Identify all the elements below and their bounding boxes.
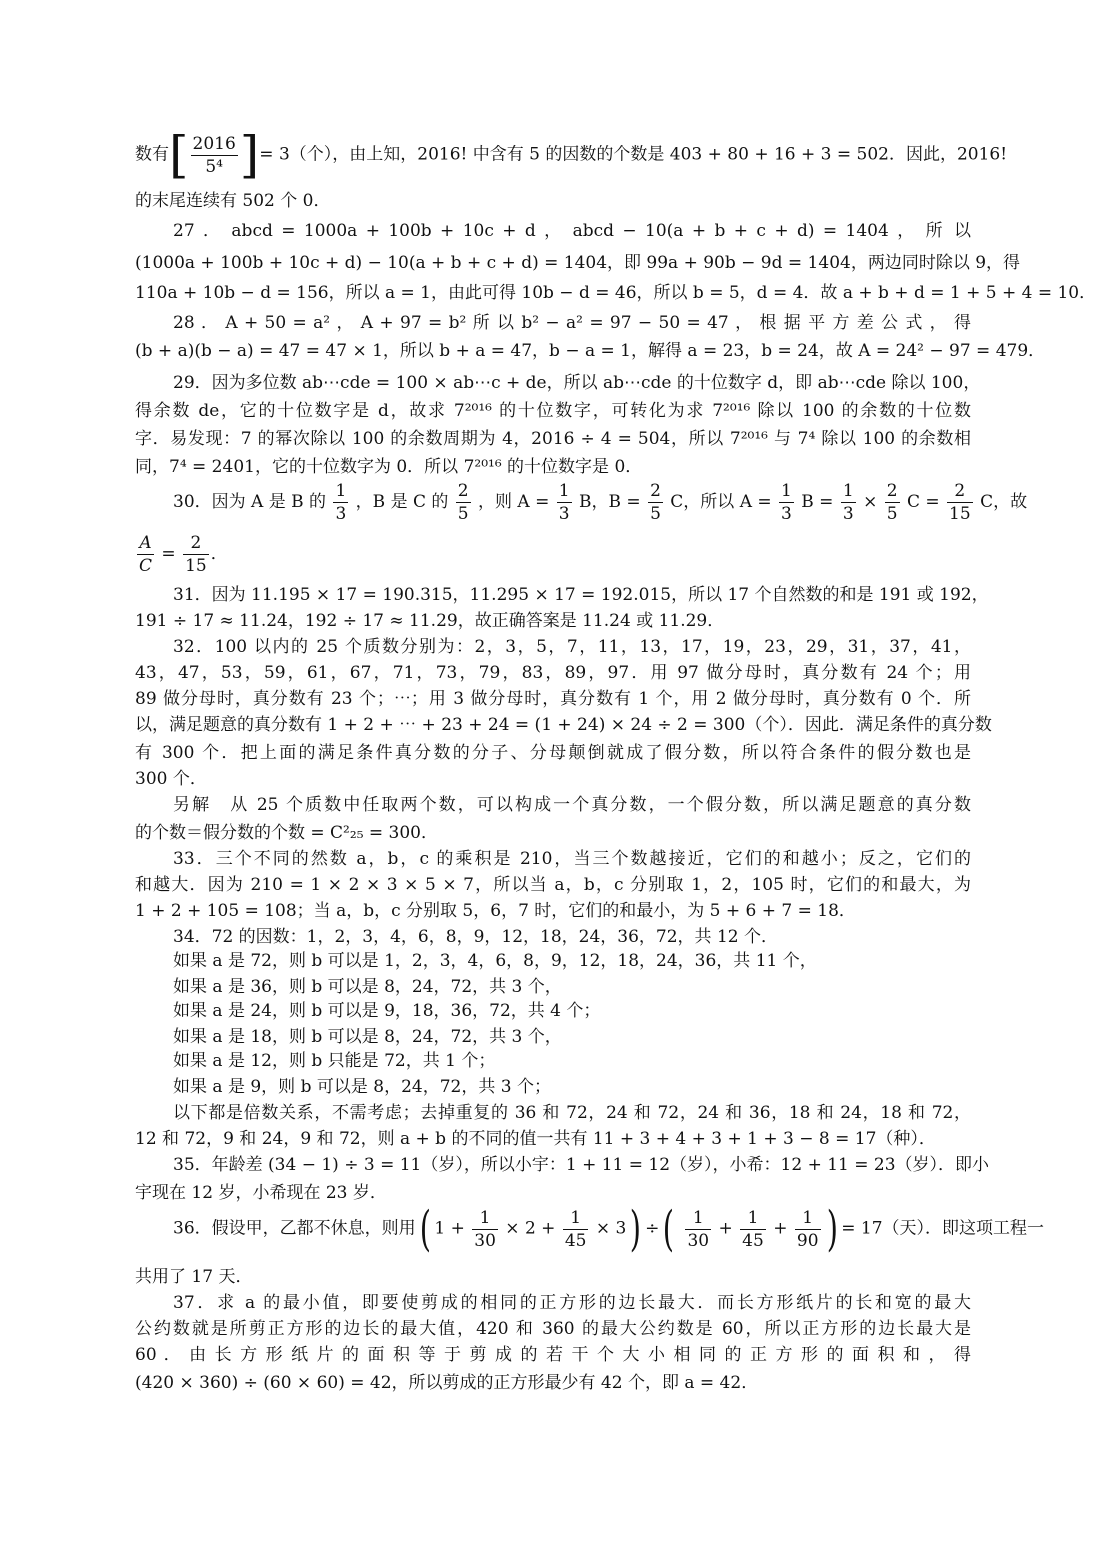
numerator: 2 [947,480,973,503]
line-6: 28 ． A + 50 = a² ， A + 97 = b² 所 以 b² − a² = 97 − 50 = 47 ， 根 据 平 方 差 公 式 ， 得 [173,313,971,333]
line-20: 有 300 个．把上面的满足条件真分数的分子、分母颠倒就成了假分数，所以符合条件的假分数也是 [135,743,971,763]
text: ，B 是 C 的 [355,492,449,512]
line-11: 同，7⁴ = 2401，它的十位数字为 0．所以 7²⁰¹⁶ 的十位数字是 0． [135,457,643,477]
fraction [333,480,348,525]
text: 1 + [434,1218,465,1239]
denominator: 15 [949,504,971,524]
line-26: 1 + 2 + 105 = 108；当 a，b，c 分别取 5，6，7 时，它们的和最小，为 5 + 6 + 7 = 18． [135,901,856,921]
line-36: 35．年龄差 (34 − 1) ÷ 3 = 11（岁），所以小宇：1 + 11 = 12（岁），小希：12 + 11 = 23（岁）．即小 [173,1155,990,1175]
text: ÷ [645,1218,660,1239]
left-paren: ( [663,1201,675,1257]
line-25: 和越大．因为 210 = 1 × 2 × 3 × 5 × 7，所以当 a，b，c 分别取 1，2，105 时，它们的和最大，为 [135,875,971,895]
numerator: 1 [781,481,792,501]
fraction [648,480,663,525]
line-27: 34．72 的因数：1，2，3，4，6，8，9，12，18，24，36，72，共 12 个． [173,927,778,947]
fraction [841,480,856,525]
numerator: 1 [740,1207,766,1230]
denominator: 90 [796,1230,819,1251]
text: C = [906,492,940,512]
denominator: 5 [650,504,661,524]
line-40: 37．求 a 的最小值，即要使剪成的相同的正方形的边长最大．而长方形纸片的长和宽的最大 [173,1293,971,1313]
denominator: 3 [335,504,347,524]
text: 30．因为 A 是 B 的 [173,492,327,512]
fraction [685,1207,711,1252]
text: B = [801,492,834,512]
text: C，所以 A = [670,492,772,512]
numerator: 1 [472,1207,498,1230]
line-41: 公约数就是所剪正方形的边长的最大值，420 和 360 的最大公约数是 60，所以正方形的边长最大是 [135,1319,971,1339]
numerator: 1 [685,1207,711,1230]
line-7: (b + a)(b − a) = 47 = 47 × 1，所以 b + a = 47，b − a = 1，解得 a = 23，b = 24，故 A = 24² − 97 = 479． [135,341,1046,361]
numerator: 2 [650,481,661,501]
fraction [557,480,572,525]
line-29: 如果 a 是 36，则 b 可以是 8，24，72，共 3 个， [173,977,562,997]
right-bracket: ] [239,126,260,184]
line-19: 以，满足题意的真分数有 1 + 2 + ⋯ + 23 + 24 = (1 + 24) × 24 ÷ 2 = 300（个）．因此．满足条件的真分数 [135,715,992,735]
line-38 [173,1201,1045,1257]
line-21: 300 个． [135,769,207,789]
line-22: 另解 从 25 个质数中任取两个数，可以构成一个真分数，一个假分数，所以满足题意的真分数 [173,795,971,815]
fraction [472,1207,498,1252]
line-24: 33．三个不同的然数 a，b，c 的乘积是 210，当三个数越接近，它们的和越小；反之，它们的 [173,849,971,869]
text: B，B = [579,492,641,512]
text: C，故 [980,492,1028,512]
line-42: 60 ． 由 长 方 形 纸 片 的 面 积 等 于 剪 成 的 若 干 个 大 小 相 同 的 正 方 形 的 面 积 和 ， 得 [135,1345,971,1365]
right-paren: ) [630,1201,642,1257]
numerator: 2 [183,532,209,555]
line-34: 以下都是倍数关系，不需考虑；去掉重复的 36 和 72，24 和 72，24 和 36，18 和 24，18 和 72， [173,1103,971,1123]
line-16: 32．100 以内的 25 个质数分别为：2，3，5，7，11，13，17，19，23，29，31，37，41， [173,637,971,657]
line-4: (1000a + 100b + 10c + d) − 10(a + b + c + d) = 1404，即 99a + 90b − 9d = 1404，两边同时除以 9，得 [135,253,1021,273]
line-3: 27 ． abcd = 1000a + 100b + 10c + d ， abcd − 10(a + b + c + d) = 1404 ， 所 以 [173,221,971,241]
numerator: 2016 [192,133,236,154]
text: = 3（个），由上知，2016! 中含有 5 的因数的个数是 403 + 80 + 16 + 3 = 502．因此，2016! [259,144,1008,165]
text: = 17（天）．即这项工程一 [841,1218,1045,1239]
denominator: 30 [687,1230,710,1251]
denominator: 15 [185,556,207,576]
denominator: 5⁴ [205,156,223,177]
text: + [773,1218,788,1239]
text: 36．假设甲，乙都不休息，则用 [173,1218,416,1239]
denominator: C [139,556,153,576]
line-5: 110a + 10b − d = 156，所以 a = 1，由此可得 10b − d = 46，所以 b = 5，d = 4．故 a + b + d = 1 + 5 + 4 = 10． [135,283,1097,303]
line-33: 如果 a 是 9，则 b 可以是 8，24，72，共 3 个； [173,1077,551,1097]
line-18: 89 做分母时，真分数有 23 个；⋯；用 3 做分母时，真分数有 1 个，用 2 做分母时，真分数有 0 个．所 [135,689,971,709]
line-2: 的末尾连续有 502 个 0． [135,191,331,211]
numerator: 2 [886,481,898,501]
left-paren: ( [419,1201,431,1257]
line-32: 如果 a 是 12，则 b 只能是 72，共 1 个； [173,1051,496,1071]
text: × [863,492,878,512]
text: ． [210,544,228,564]
text: 数有 [135,144,169,165]
line-35: 12 和 72，9 和 24，9 和 72，则 a + b 的不同的值一共有 11 + 3 + 4 + 3 + 1 + 3 − 8 = 17（种）． [135,1129,936,1149]
text: × 2 + [505,1218,556,1239]
denominator: 5 [457,504,469,524]
line-28: 如果 a 是 72，则 b 可以是 1，2，3，4，6，8，9，12，18，24，36，共 11 个， [173,951,817,971]
fraction [191,133,238,178]
text: × 3 [595,1218,627,1239]
fraction [779,480,794,525]
fraction [795,1207,821,1252]
line-39: 共用了 17 天． [135,1267,253,1287]
line-13: $\frac{A}{C}$ = $\frac{2}{15}$ ． [139,533,228,576]
text: ，则 A = [478,492,550,512]
line-23: 的个数＝假分数的个数 = C²₂₅ = 300． [135,823,439,843]
denominator: 3 [781,504,792,524]
numerator: A [137,532,154,555]
text: + [718,1218,733,1239]
denominator: 5 [886,504,898,524]
denominator: 3 [842,504,854,524]
line-30: 如果 a 是 24，则 b 可以是 9，18，36，72，共 4 个； [173,1001,601,1021]
numerator: 2 [457,481,469,501]
left-bracket: [ [169,126,189,184]
right-paren: ) [826,1201,838,1257]
line-1 [135,126,1008,184]
line-31: 如果 a 是 18，则 b 可以是 8，24，72，共 3 个， [173,1027,562,1047]
line-37: 宇现在 12 岁，小希现在 23 岁． [135,1183,387,1203]
fraction [563,1207,589,1252]
fraction [740,1207,766,1252]
numerator: 1 [842,481,854,501]
fraction [947,480,973,525]
line-9: 得余数 de，它的十位数字是 d，故求 7²⁰¹⁶ 的十位数字，可转化为求 7²⁰¹⁶ 除以 100 的余数的十位数 [135,401,971,421]
fraction [456,480,471,525]
numerator: 1 [558,481,570,501]
line-17: 43，47，53，59，61，67，71，73，79，83，89，97．用 97 做分母时，真分数有 24 个；用 [135,663,971,683]
denominator: 45 [742,1230,764,1251]
numerator: 1 [335,481,347,501]
line-8: 29．因为多位数 ab⋯cde = 100 × ab⋯c + de，所以 ab⋯cde 的十位数字 d，即 ab⋯cde 除以 100， [173,373,981,393]
numerator: 1 [563,1207,589,1230]
denominator: 3 [558,504,570,524]
fraction [137,532,154,577]
line-10: 字．易发现：7 的幂次除以 100 的余数周期为 4，2016 ÷ 4 = 504，所以 7²⁰¹⁶ 与 7⁴ 除以 100 的余数相 [135,429,971,449]
line-14: 31．因为 11.195 × 17 = 190.315，11.295 × 17 = 192.015，所以 17 个自然数的和是 191 或 192， [173,585,989,605]
fraction [885,480,900,525]
numerator: 1 [795,1207,821,1230]
denominator: 45 [564,1230,587,1251]
line-43: (420 × 360) ÷ (60 × 60) = 42，所以剪成的正方形最少有 42 个，即 a = 42． [135,1373,759,1393]
line-15: 191 ÷ 17 ≈ 11.24，192 ÷ 17 ≈ 11.29，故正确答案是 11.24 或 11.29． [135,611,725,631]
denominator: 30 [474,1230,496,1251]
fraction [183,532,209,577]
line-12 [173,480,1028,525]
